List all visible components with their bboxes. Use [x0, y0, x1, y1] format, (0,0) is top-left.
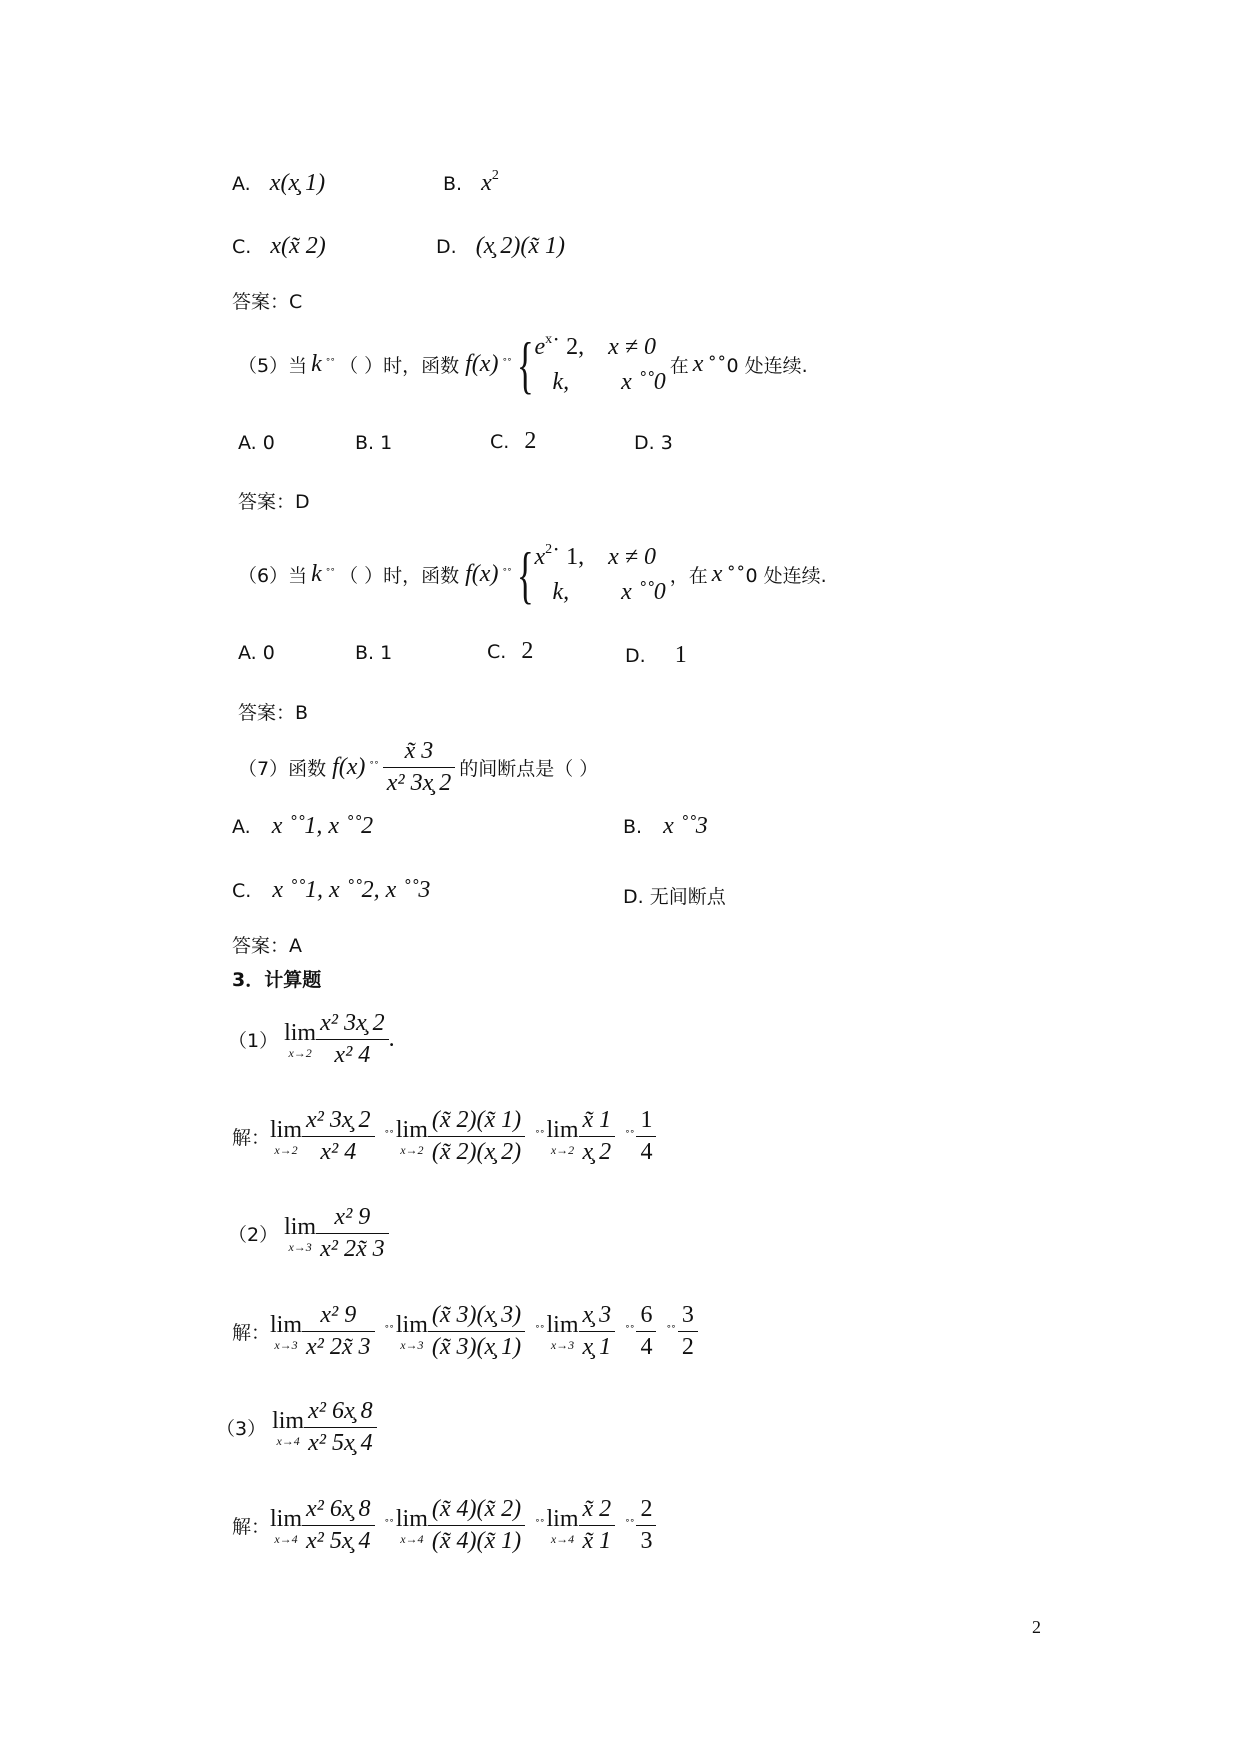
option-label: C. [232, 236, 252, 258]
option-expr: x(x̧ 1) [269, 170, 326, 196]
lim-subscript: x→2 [288, 1045, 312, 1060]
option-label: B. [443, 173, 463, 195]
limit-operator [284, 1021, 316, 1059]
denominator: x² 4 [302, 1136, 375, 1166]
lim-subscript: x→3 [550, 1337, 575, 1352]
result-fraction [636, 1496, 656, 1555]
exponent: x [545, 332, 553, 347]
solution-prefix: 解： [232, 1516, 271, 1538]
piecewise-cases [534, 540, 665, 610]
numerator: x̃ 1 [582, 1107, 612, 1133]
lim-subscript: x→2 [274, 1142, 298, 1157]
equals-sign: ˚˚ [384, 1517, 394, 1533]
lim-text: lim [270, 1505, 303, 1532]
denominator: 4 [636, 1331, 656, 1361]
result-fraction [636, 1302, 656, 1361]
case-expr: e [534, 334, 546, 360]
lim-text: lim [546, 1311, 579, 1338]
q6-blank: （ ）时，函数 [339, 565, 460, 588]
option-label: A. [232, 173, 251, 195]
denominator: 4 [636, 1136, 656, 1166]
case-row-1 [534, 540, 665, 575]
lim-text: lim [395, 1505, 428, 1532]
problem-label: （2） [228, 1224, 279, 1246]
q6-answer: 答案：B [238, 702, 309, 724]
section-title: 3．计算题 [232, 969, 322, 991]
lim-text: lim [284, 1019, 317, 1046]
numerator: 1 [640, 1107, 653, 1133]
case-rest: ˙ 1, [552, 544, 585, 570]
denominator: x² 5x̧ 4 [302, 1525, 375, 1555]
equals-sign: ˚˚ [325, 356, 336, 372]
solution-2 [232, 1302, 698, 1361]
piecewise-cases [534, 330, 665, 400]
option-label: B. [623, 816, 643, 838]
calc-problem-3 [216, 1398, 377, 1457]
lim-subscript: x→4 [550, 1531, 575, 1546]
lim-text: lim [546, 1116, 579, 1143]
lim-subscript: x→3 [274, 1337, 298, 1352]
solution-prefix: 解： [232, 1127, 271, 1149]
numerator: x² 9 [320, 1302, 357, 1328]
case-row-2 [534, 575, 665, 610]
equals-sign: ˚˚ [369, 759, 379, 775]
numerator: x̧ 3 [582, 1302, 612, 1328]
numerator: 6 [640, 1302, 653, 1328]
lim-text: lim [270, 1311, 303, 1338]
option-expr: (x̧ 2)(x̃ 1) [475, 233, 566, 259]
denominator: x̧ 2 [579, 1136, 616, 1166]
lim-subscript: x→2 [550, 1142, 575, 1157]
equals-sign: ˚˚ [384, 1128, 394, 1144]
fraction [302, 1496, 375, 1555]
lim-text: lim [395, 1311, 428, 1338]
function-fx: f(x) [465, 351, 499, 378]
result-fraction [636, 1107, 656, 1166]
q7-option-d: D. 无间断点 [623, 886, 726, 908]
denominator: x² 3x̧ 2 [383, 767, 456, 797]
case-expr: k, [552, 368, 570, 395]
fraction [428, 1107, 525, 1166]
calc-problem-2 [228, 1204, 389, 1263]
q5-question [238, 330, 808, 400]
option-expr: x ˚˚3 [663, 813, 708, 839]
q6-option-d [625, 642, 687, 669]
lim-subscript: x→4 [400, 1531, 424, 1546]
q5-options [238, 428, 673, 454]
fraction [302, 1107, 375, 1166]
denominator: (x̃ 4)(x̃ 1) [428, 1525, 525, 1555]
equals-sign: ˚˚ [535, 1517, 545, 1533]
case-expr: x [534, 544, 546, 570]
case-row-2 [534, 365, 665, 400]
page-number: 2 [1032, 1617, 1041, 1637]
case-condition: x ≠ 0 [608, 334, 656, 360]
option-label: D. [436, 236, 457, 258]
fraction [316, 1204, 389, 1263]
q5-blank: （ ）时，函数 [339, 355, 460, 378]
function-fx: f(x) [465, 561, 499, 588]
option-label: A. [232, 816, 251, 838]
numerator: (x̃ 3)(x̧ 3) [431, 1302, 522, 1328]
lim-subscript: x→2 [400, 1142, 424, 1157]
equals-sign: ˚˚ [666, 1323, 676, 1339]
numerator: x² 3x̧ 2 [306, 1107, 371, 1133]
equals-sign: ˚˚ [535, 1323, 545, 1339]
q4-option-c [232, 233, 326, 260]
numerator: (x̃ 4)(x̃ 2) [431, 1496, 522, 1522]
numerator: x² 6x̧ 8 [306, 1496, 371, 1522]
limit-operator [272, 1409, 304, 1447]
option-expr: x ˚˚1, x ˚˚2, x ˚˚3 [272, 877, 431, 903]
q6-option-c [487, 638, 533, 665]
result-fraction [678, 1302, 698, 1361]
limit-operator [396, 1118, 428, 1156]
q4-option-b [443, 170, 499, 197]
q6-suffix-end: ˚˚0 处连续. [726, 565, 827, 588]
fraction [428, 1302, 525, 1361]
case-rest: ˙ 2, [552, 334, 585, 360]
left-brace: { [516, 328, 534, 400]
fraction [579, 1496, 616, 1555]
denominator: x̃ 1 [579, 1525, 616, 1555]
q5-answer: 答案：D [238, 491, 310, 513]
limit-operator [546, 1507, 578, 1545]
numerator: x² 9 [334, 1204, 371, 1230]
option-expr: x(x̃ 2) [270, 233, 326, 259]
denominator: x² 2x̃ 3 [316, 1233, 389, 1263]
denominator: (x̃ 3)(x̧ 1) [428, 1331, 525, 1361]
q7-suffix: 的间断点是（ ） [459, 758, 599, 780]
q5-option-d: D. 3 [634, 432, 673, 454]
q4-option-a [232, 170, 325, 197]
q5-option-c [490, 428, 536, 455]
option-label: D. [625, 645, 646, 667]
numerator: 2 [640, 1496, 653, 1522]
lim-subscript: x→4 [274, 1531, 298, 1546]
period: . [388, 1026, 395, 1052]
option-expr: x ˚˚1, x ˚˚2 [271, 813, 374, 839]
lim-subscript: x→4 [276, 1433, 300, 1448]
case-condition: x ˚˚0 [621, 578, 666, 605]
limit-operator [396, 1313, 428, 1351]
fraction [302, 1302, 375, 1361]
denominator: 2 [678, 1331, 698, 1361]
option-label: C. [232, 880, 252, 902]
equals-sign: ˚˚ [384, 1323, 394, 1339]
q5-prefix: （5）当 [238, 355, 308, 378]
option-expr: x [481, 170, 492, 196]
numerator: x² 3x̧ 2 [320, 1010, 385, 1036]
option-label: C. [487, 641, 507, 663]
q6-question [238, 540, 827, 610]
q5-option-b: B. 1 [355, 432, 393, 454]
option-value: 1 [674, 642, 687, 668]
fraction [316, 1010, 389, 1069]
option-label: C. [490, 431, 510, 453]
numerator: x̃ 2 [582, 1496, 612, 1522]
fraction [579, 1107, 616, 1166]
denominator: x² 4 [316, 1039, 389, 1069]
problem-label: （3） [216, 1418, 267, 1440]
case-condition: x ≠ 0 [608, 544, 656, 570]
denominator: 3 [636, 1525, 656, 1555]
denominator: x² 2x̃ 3 [302, 1331, 375, 1361]
q5-option-a: A. 0 [238, 432, 275, 454]
q5-suffix: 在 [669, 355, 689, 378]
equals-sign: ˚˚ [625, 1128, 635, 1144]
case-condition: x ˚˚0 [621, 368, 666, 395]
variable-x: x [711, 561, 723, 588]
numerator: x̃ 3 [404, 738, 434, 764]
solution-prefix: 解： [232, 1322, 271, 1344]
q6-suffix: ，在 [669, 565, 708, 588]
equals-sign: ˚˚ [325, 566, 336, 582]
calc-problem-1 [228, 1010, 395, 1069]
lim-text: lim [546, 1505, 579, 1532]
equals-sign: ˚˚ [625, 1517, 635, 1533]
lim-subscript: x→3 [400, 1337, 424, 1352]
q7-option-b [623, 813, 708, 840]
case-row-1 [534, 330, 665, 365]
q6-option-b: B. 1 [355, 642, 393, 664]
numerator: 3 [681, 1302, 694, 1328]
limit-operator [284, 1215, 316, 1253]
limit-operator [270, 1313, 302, 1351]
solution-1 [232, 1107, 656, 1166]
numerator: (x̃ 2)(x̃ 1) [431, 1107, 522, 1133]
limit-operator [546, 1118, 578, 1156]
option-value: 2 [521, 638, 534, 664]
q7-option-a [232, 813, 373, 840]
limit-operator [270, 1507, 302, 1545]
lim-text: lim [272, 1407, 305, 1434]
problem-label: （1） [228, 1030, 279, 1052]
variable-k: k [311, 561, 322, 588]
q7-fraction [383, 738, 456, 797]
lim-text: lim [270, 1116, 303, 1143]
denominator: (x̃ 2)(x̧ 2) [428, 1136, 525, 1166]
limit-operator [396, 1507, 428, 1545]
fraction [304, 1398, 377, 1457]
q7-answer: 答案：A [232, 935, 302, 957]
lim-subscript: x→3 [288, 1239, 312, 1254]
exponent: 2 [545, 542, 553, 557]
limit-operator [546, 1313, 578, 1351]
lim-text: lim [284, 1213, 317, 1240]
equals-sign: ˚˚ [502, 566, 512, 582]
lim-text: lim [395, 1116, 428, 1143]
denominator: x̧ 1 [579, 1331, 616, 1361]
variable-x: x [692, 351, 704, 378]
exponent: 2 [491, 168, 499, 183]
q6-prefix: （6）当 [238, 565, 308, 588]
denominator: x² 5x̧ 4 [304, 1427, 377, 1457]
q6-options [238, 638, 687, 668]
q7-option-c [232, 877, 430, 904]
q7-question [238, 738, 598, 797]
variable-k: k [311, 351, 322, 378]
equals-sign: ˚˚ [535, 1128, 545, 1144]
limit-operator [270, 1118, 302, 1156]
q4-option-d [436, 233, 565, 260]
case-expr: k, [552, 578, 570, 605]
option-value: 2 [524, 428, 537, 454]
fraction [579, 1302, 616, 1361]
q4-answer: 答案：C [232, 291, 303, 313]
equals-sign: ˚˚ [502, 356, 512, 372]
q7-prefix: （7）函数 [238, 758, 327, 780]
left-brace: { [516, 538, 534, 610]
numerator: x² 6x̧ 8 [308, 1398, 373, 1424]
q5-suffix-end: ˚˚0 处连续. [707, 355, 808, 378]
fraction [428, 1496, 525, 1555]
q6-option-a: A. 0 [238, 642, 275, 664]
equals-sign: ˚˚ [625, 1323, 635, 1339]
function-fx: f(x) [332, 754, 366, 780]
solution-3 [232, 1496, 656, 1555]
